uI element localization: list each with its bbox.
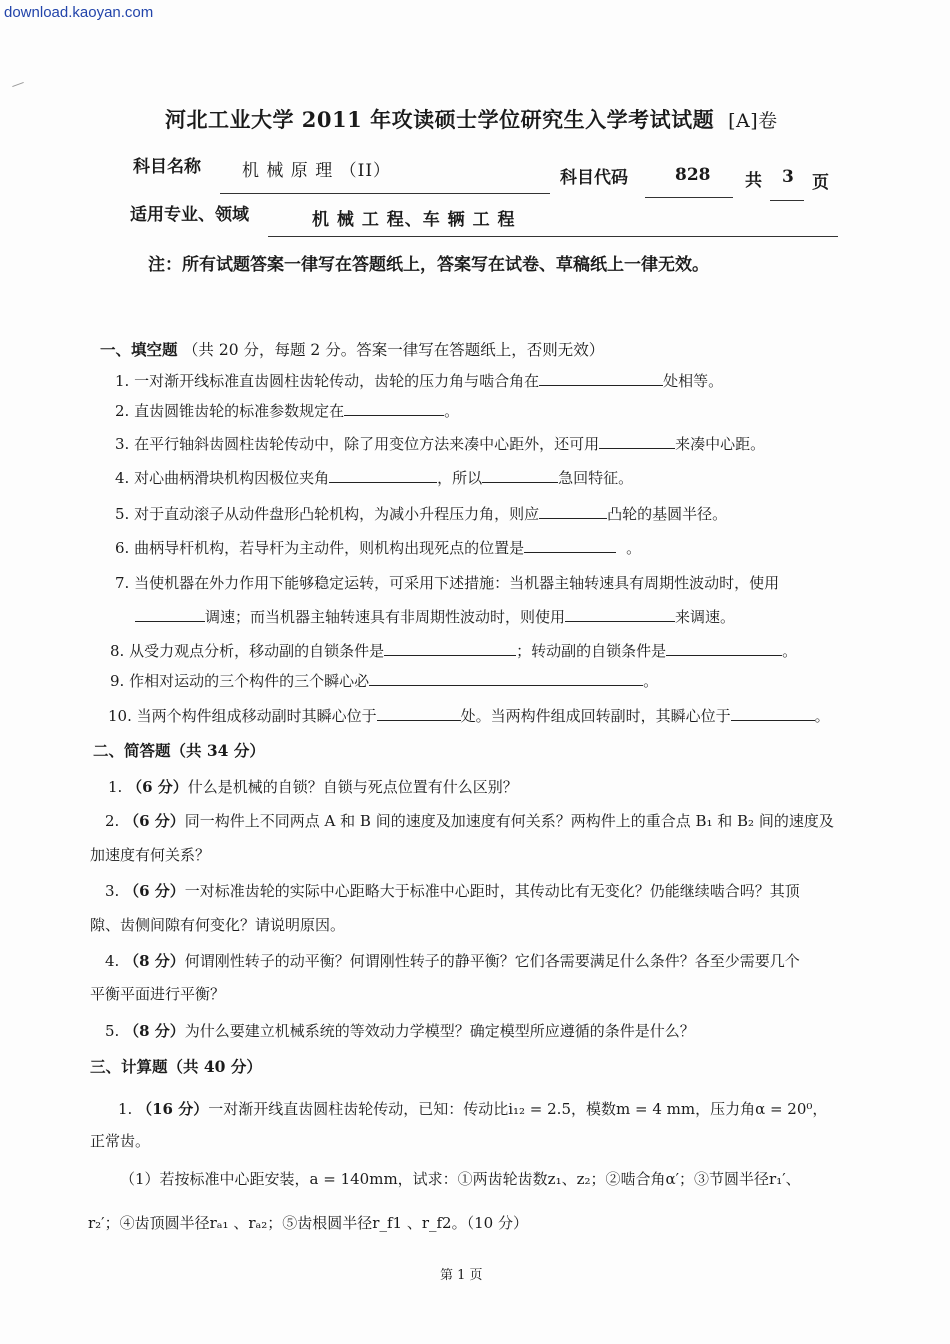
- fill-question-8: [110, 640, 797, 661]
- short-question-5: [105, 1020, 695, 1041]
- fill-question-9: [110, 670, 658, 691]
- q-number: 4.: [105, 952, 120, 970]
- q-text: 在平行轴斜齿圆柱齿轮传动中，除了用变位方法来凑中心距外，还可用: [134, 435, 600, 453]
- pen-mark: [12, 82, 24, 87]
- q-text: 对心曲柄滑块机构因极位夹角: [134, 469, 330, 487]
- q-number: 10.: [108, 707, 132, 725]
- exam-title: [165, 104, 778, 134]
- q-number: 7.: [115, 574, 130, 592]
- q-score: （8 分）: [124, 1022, 185, 1040]
- short-question-3-line2: 隙、齿侧间隙有何变化？请说明原因。: [90, 916, 346, 934]
- q-text: 当两个构件组成移动副时其瞬心位于: [136, 707, 377, 725]
- q-text: 一对标准齿轮的实际中心距略大于标准中心距时，其传动比有无变化？仍能继续啮合吗？其顶: [184, 882, 800, 900]
- pages-total: 3: [782, 167, 794, 187]
- q-text: 。: [643, 672, 659, 690]
- q-text: ，所以: [437, 469, 483, 487]
- pages-prefix: 共: [745, 171, 762, 191]
- answer-blank: [482, 468, 558, 483]
- q-text: 凸轮的基圆半径。: [607, 505, 728, 523]
- fill-question-6: [115, 537, 641, 558]
- q-text: 什么是机械的自锁？自锁与死点位置有什么区别？: [187, 778, 518, 796]
- q-text: 处。当两构件组成回转副时，其瞬心位于: [460, 707, 731, 725]
- q-text: 处相等。: [663, 372, 724, 390]
- subject-code: 828: [675, 165, 711, 185]
- q-text: 。: [626, 539, 642, 557]
- answer-blank: [384, 641, 516, 656]
- subject-code-underline: [645, 197, 733, 198]
- answer-blank: [731, 706, 815, 721]
- paper-type: [A]卷: [728, 110, 778, 132]
- q-number: 1.: [115, 372, 130, 390]
- section1-note: （共 20 分，每题 2 分。答案一律写在答题纸上，否则无效）: [182, 341, 605, 359]
- fill-question-1: [115, 370, 723, 391]
- answer-blank: [369, 671, 643, 686]
- short-question-2-line2: 加速度有何关系？: [90, 846, 211, 864]
- major: 机 械 工 程、车 辆 工 程: [312, 210, 516, 230]
- answer-blank: [565, 607, 675, 622]
- short-question-3-line1: [105, 880, 800, 901]
- watermark[interactable]: download.kaoyan.com: [4, 4, 154, 21]
- q-text: 曲柄导杆机构，若导杆为主动件，则机构出现死点的位置是: [134, 539, 525, 557]
- q-text: 来调速。: [675, 608, 736, 626]
- calc-question-1-part1-line2: r₂′；④齿顶圆半径rₐ₁ 、rₐ₂；⑤齿根圆半径r_f1 、r_f2。（10 分）: [88, 1214, 528, 1232]
- subject-name: 机 械 原 理 （II）: [242, 161, 392, 181]
- q-number: 1.: [108, 778, 123, 796]
- answer-blank: [344, 401, 444, 416]
- fill-question-7-line1: [115, 572, 779, 593]
- q-score: （6 分）: [124, 882, 185, 900]
- q-text: 直齿圆锥齿轮的标准参数规定在: [134, 402, 345, 420]
- answer-blank: [329, 468, 437, 483]
- fill-question-10: [108, 705, 830, 726]
- answer-blank: [539, 371, 663, 386]
- subject-name-label: 科目名称: [133, 157, 201, 177]
- answer-blank: [524, 538, 616, 553]
- answer-blank: [599, 434, 675, 449]
- calc-question-1-part1-line1: （1）若按标准中心距安装，a = 140mm，试求：①两齿轮齿数z₁、z₂；②啮合角α′；③节圆半径r₁′、: [120, 1170, 801, 1188]
- answer-blank: [666, 641, 782, 656]
- subject-name-underline: [220, 193, 550, 194]
- q-text: ；转动副的自锁条件是: [516, 642, 667, 660]
- fill-question-2: [115, 400, 459, 421]
- fill-question-4: [115, 467, 633, 488]
- q-text: 作相对运动的三个构件的三个瞬心必: [129, 672, 370, 690]
- answer-blank: [377, 706, 461, 721]
- q-text: 来凑中心距。: [675, 435, 766, 453]
- q-text: 同一构件上不同两点 A 和 B 间的速度及加速度有何关系？两构件上的重合点 B₁ 和 B₂ 间的速度及: [184, 812, 834, 830]
- exam-note: 注：所有试题答案一律写在答题纸上，答案写在试卷、草稿纸上一律无效。: [148, 255, 709, 275]
- q-number: 6.: [115, 539, 130, 557]
- q-text: 当使机器在外力作用下能够稳定运转，可采用下述措施：当机器主轴转速具有周期性波动时，使用: [134, 574, 780, 592]
- q-number: 8.: [110, 642, 125, 660]
- q-score: （8 分）: [124, 952, 185, 970]
- answer-blank: [135, 607, 205, 622]
- answer-blank: [539, 504, 607, 519]
- exam-title-text: 河北工业大学 2011 年攻读硕士学位研究生入学考试试题: [165, 107, 715, 132]
- section1-title: 一、填空题: [100, 340, 178, 359]
- q-text: 为什么要建立机械系统的等效动力学模型？确定模型所应遵循的条件是什么？: [184, 1022, 695, 1040]
- q-number: 5.: [105, 1022, 120, 1040]
- q-number: 3.: [105, 882, 120, 900]
- page-number: 第 1 页: [440, 1268, 483, 1283]
- short-question-2-line1: [105, 810, 834, 831]
- q-score: （6 分）: [127, 778, 188, 796]
- section1-heading: [100, 338, 604, 360]
- major-underline: [268, 236, 838, 237]
- subject-code-label: 科目代码: [560, 168, 628, 188]
- major-label: 适用专业、领域: [130, 205, 249, 225]
- section3-heading: 三、计算题（共 40 分）: [90, 1057, 262, 1076]
- section2-heading: 二、简答题（共 34 分）: [93, 741, 265, 760]
- pages-underline: [770, 200, 804, 201]
- short-question-4-line1: [105, 950, 800, 971]
- q-text: 。: [782, 642, 798, 660]
- short-question-4-line2: 平衡平面进行平衡？: [90, 985, 226, 1003]
- calc-question-1-line2: 正常齿。: [90, 1132, 151, 1150]
- q-text: 。: [444, 402, 460, 420]
- q-text: 调速；而当机器主轴转速具有非周期性波动时，则使用: [205, 608, 566, 626]
- q-number: 9.: [110, 672, 125, 690]
- q-text: 一对渐开线直齿圆柱齿轮传动，已知：传动比i₁₂ = 2.5，模数m = 4 mm，压力角α = 20⁰，: [208, 1100, 828, 1118]
- q-text: 对于直动滚子从动件盘形凸轮机构，为减小升程压力角，则应: [134, 505, 540, 523]
- short-question-1: [108, 776, 518, 797]
- q-number: 1.: [118, 1100, 133, 1118]
- q-text: 何谓刚性转子的动平衡？何谓刚性转子的静平衡？它们各需要满足什么条件？各至少需要几个: [184, 952, 800, 970]
- q-text: 从受力观点分析，移动副的自锁条件是: [129, 642, 385, 660]
- q-number: 3.: [115, 435, 130, 453]
- q-number: 4.: [115, 469, 130, 487]
- q-score: （16 分）: [137, 1100, 209, 1118]
- fill-question-5: [115, 503, 727, 524]
- q-text: 急回特征。: [558, 469, 634, 487]
- q-text: 一对渐开线标准直齿圆柱齿轮传动，齿轮的压力角与啮合角在: [134, 372, 540, 390]
- fill-question-3: [115, 433, 765, 454]
- q-score: （6 分）: [124, 812, 185, 830]
- pages-suffix: 页: [812, 173, 829, 193]
- calc-question-1-line1: [118, 1098, 827, 1119]
- q-number: 2.: [105, 812, 120, 830]
- q-text: 。: [814, 707, 830, 725]
- q-number: 2.: [115, 402, 130, 420]
- fill-question-7-line2: [135, 606, 735, 627]
- q-number: 5.: [115, 505, 130, 523]
